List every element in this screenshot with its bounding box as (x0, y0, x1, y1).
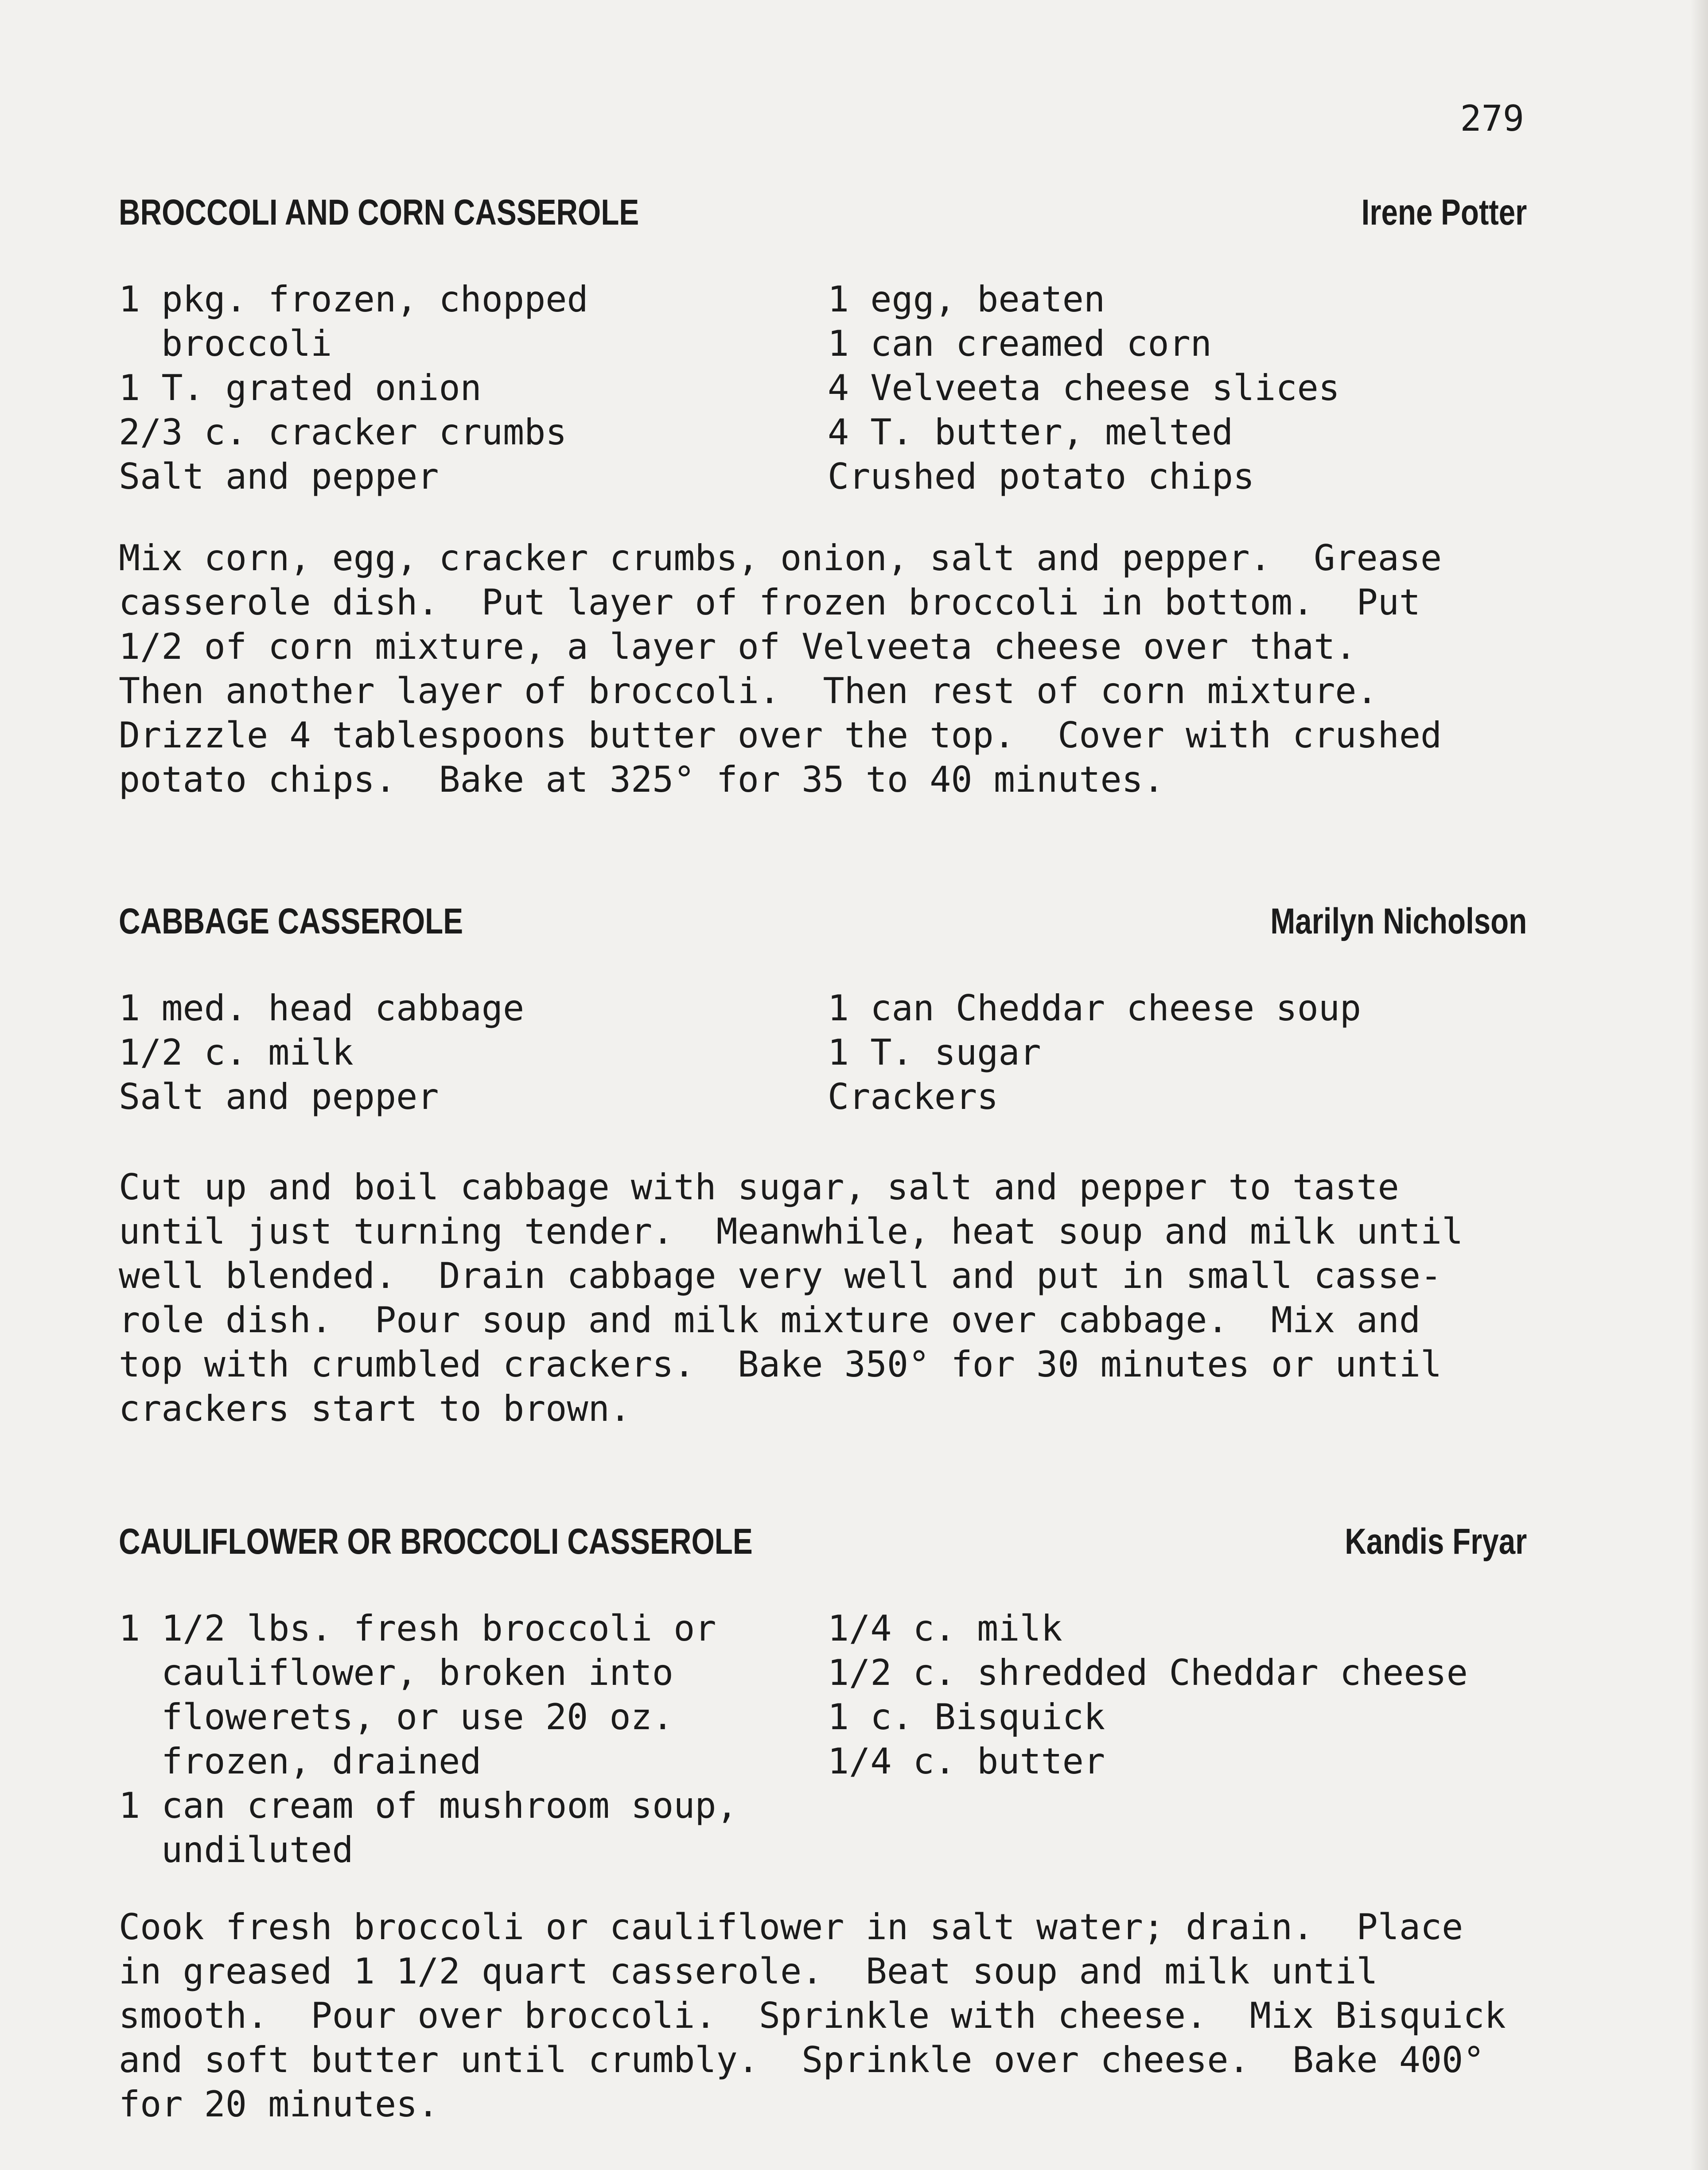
recipe-title: CABBAGE CASSEROLE (119, 901, 463, 941)
recipe-instructions: Cut up and boil cabbage with sugar, salt and pepper to taste until just turning tender. Meanwhile, heat soup and milk until well blended. Drain cabbage very well and put in small casse- role dish. Pour soup and milk mixture over cabbage. Mix and top with crumbled crackers. Bake 350° for 30 minutes or until crackers start to brown. (119, 1167, 1463, 1429)
recipe-header (119, 1520, 1527, 1564)
recipe-author: Irene Potter (1361, 192, 1527, 233)
ingredient-item: 4 Velveeta cheese slices (828, 367, 1340, 408)
page-number: 279 (1460, 98, 1524, 139)
ingredients-list (119, 986, 1527, 1119)
ingredient-item: 1/2 c. shredded Cheddar cheese (828, 1652, 1468, 1693)
ingredient-item: 1/2 c. milk (119, 1032, 354, 1073)
recipe-header (119, 191, 1527, 235)
page-edge-shadow (1690, 0, 1708, 2170)
ingredient-item: Salt and pepper (119, 456, 439, 497)
ingredient-item: 1 T. grated onion (119, 367, 482, 408)
recipe-title: CAULIFLOWER OR BROCCOLI CASSEROLE (119, 1521, 753, 1562)
ingredient-item: cauliflower, broken into (161, 1652, 673, 1693)
ingredient-item: 1/4 c. milk (828, 1608, 1062, 1649)
ingredient-item: 1 egg, beaten (828, 279, 1105, 320)
ingredient-item: Crushed potato chips (828, 456, 1255, 497)
ingredient-item: undiluted (161, 1829, 354, 1871)
ingredient-item: broccoli (161, 323, 332, 364)
ingredient-item: 1 med. head cabbage (119, 988, 525, 1029)
ingredient-item: 1 c. Bisquick (828, 1696, 1105, 1738)
recipe-broccoli-corn-casserole (119, 191, 1527, 800)
ingredient-item: Salt and pepper (119, 1076, 439, 1117)
ingredients-left-column (119, 986, 524, 1119)
recipe-author: Kandis Fryar (1345, 1521, 1527, 1562)
recipe-header (119, 899, 1527, 944)
recipe-author: Marilyn Nicholson (1270, 901, 1527, 941)
ingredient-item: 2/3 c. cracker crumbs (119, 412, 567, 453)
ingredients-right-column (828, 1606, 1468, 1784)
ingredient-item: Crackers (828, 1076, 999, 1117)
ingredient-item: flowerets, or use 20 oz. (161, 1696, 673, 1738)
ingredients-left-column (119, 1606, 738, 1872)
recipe-cabbage-casserole (119, 899, 1527, 1429)
ingredient-item: 1 T. sugar (828, 1032, 1041, 1073)
ingredient-item: 1 pkg. frozen, chopped (119, 279, 588, 320)
ingredient-item: 1 can creamed corn (828, 323, 1212, 364)
recipe-instructions: Cook fresh broccoli or cauliflower in salt water; drain. Place in greased 1 1/2 quart casserole. Beat soup and milk until smooth. Pour over broccoli. Sprinkle with cheese. Mix Bisquick and soft butter until crumbly. Sprinkle over cheese. Bake 400° for 20 minutes. (119, 1906, 1506, 2125)
recipe-cauliflower-broccoli-casserole (119, 1520, 1527, 2125)
ingredient-item: 4 T. butter, melted (828, 412, 1233, 453)
ingredient-item: 1 can Cheddar cheese soup (828, 988, 1362, 1029)
ingredient-item: 1 1/2 lbs. fresh broccoli or (119, 1608, 716, 1649)
ingredients-list (119, 277, 1527, 499)
ingredients-left-column (119, 277, 588, 499)
ingredients-right-column (828, 986, 1361, 1119)
ingredients-right-column (828, 277, 1340, 499)
ingredient-item: frozen, drained (161, 1741, 482, 1782)
ingredient-item: 1 can cream of mushroom soup, (119, 1785, 738, 1826)
recipe-instructions: Mix corn, egg, cracker crumbs, onion, salt and pepper. Grease casserole dish. Put layer of frozen broccoli in bottom. Put 1/2 of corn mixture, a layer of Velveeta cheese over that. Then another layer of broccoli. Then rest of corn mixture. Drizzle 4 tablespoons butter over the top. Cover with crushed potato chips. Bake at 325° for 35 to 40 minutes. (119, 537, 1442, 800)
ingredient-item: 1/4 c. butter (828, 1741, 1105, 1782)
recipe-title: BROCCOLI AND CORN CASSEROLE (119, 192, 639, 233)
ingredients-list (119, 1606, 1527, 1872)
